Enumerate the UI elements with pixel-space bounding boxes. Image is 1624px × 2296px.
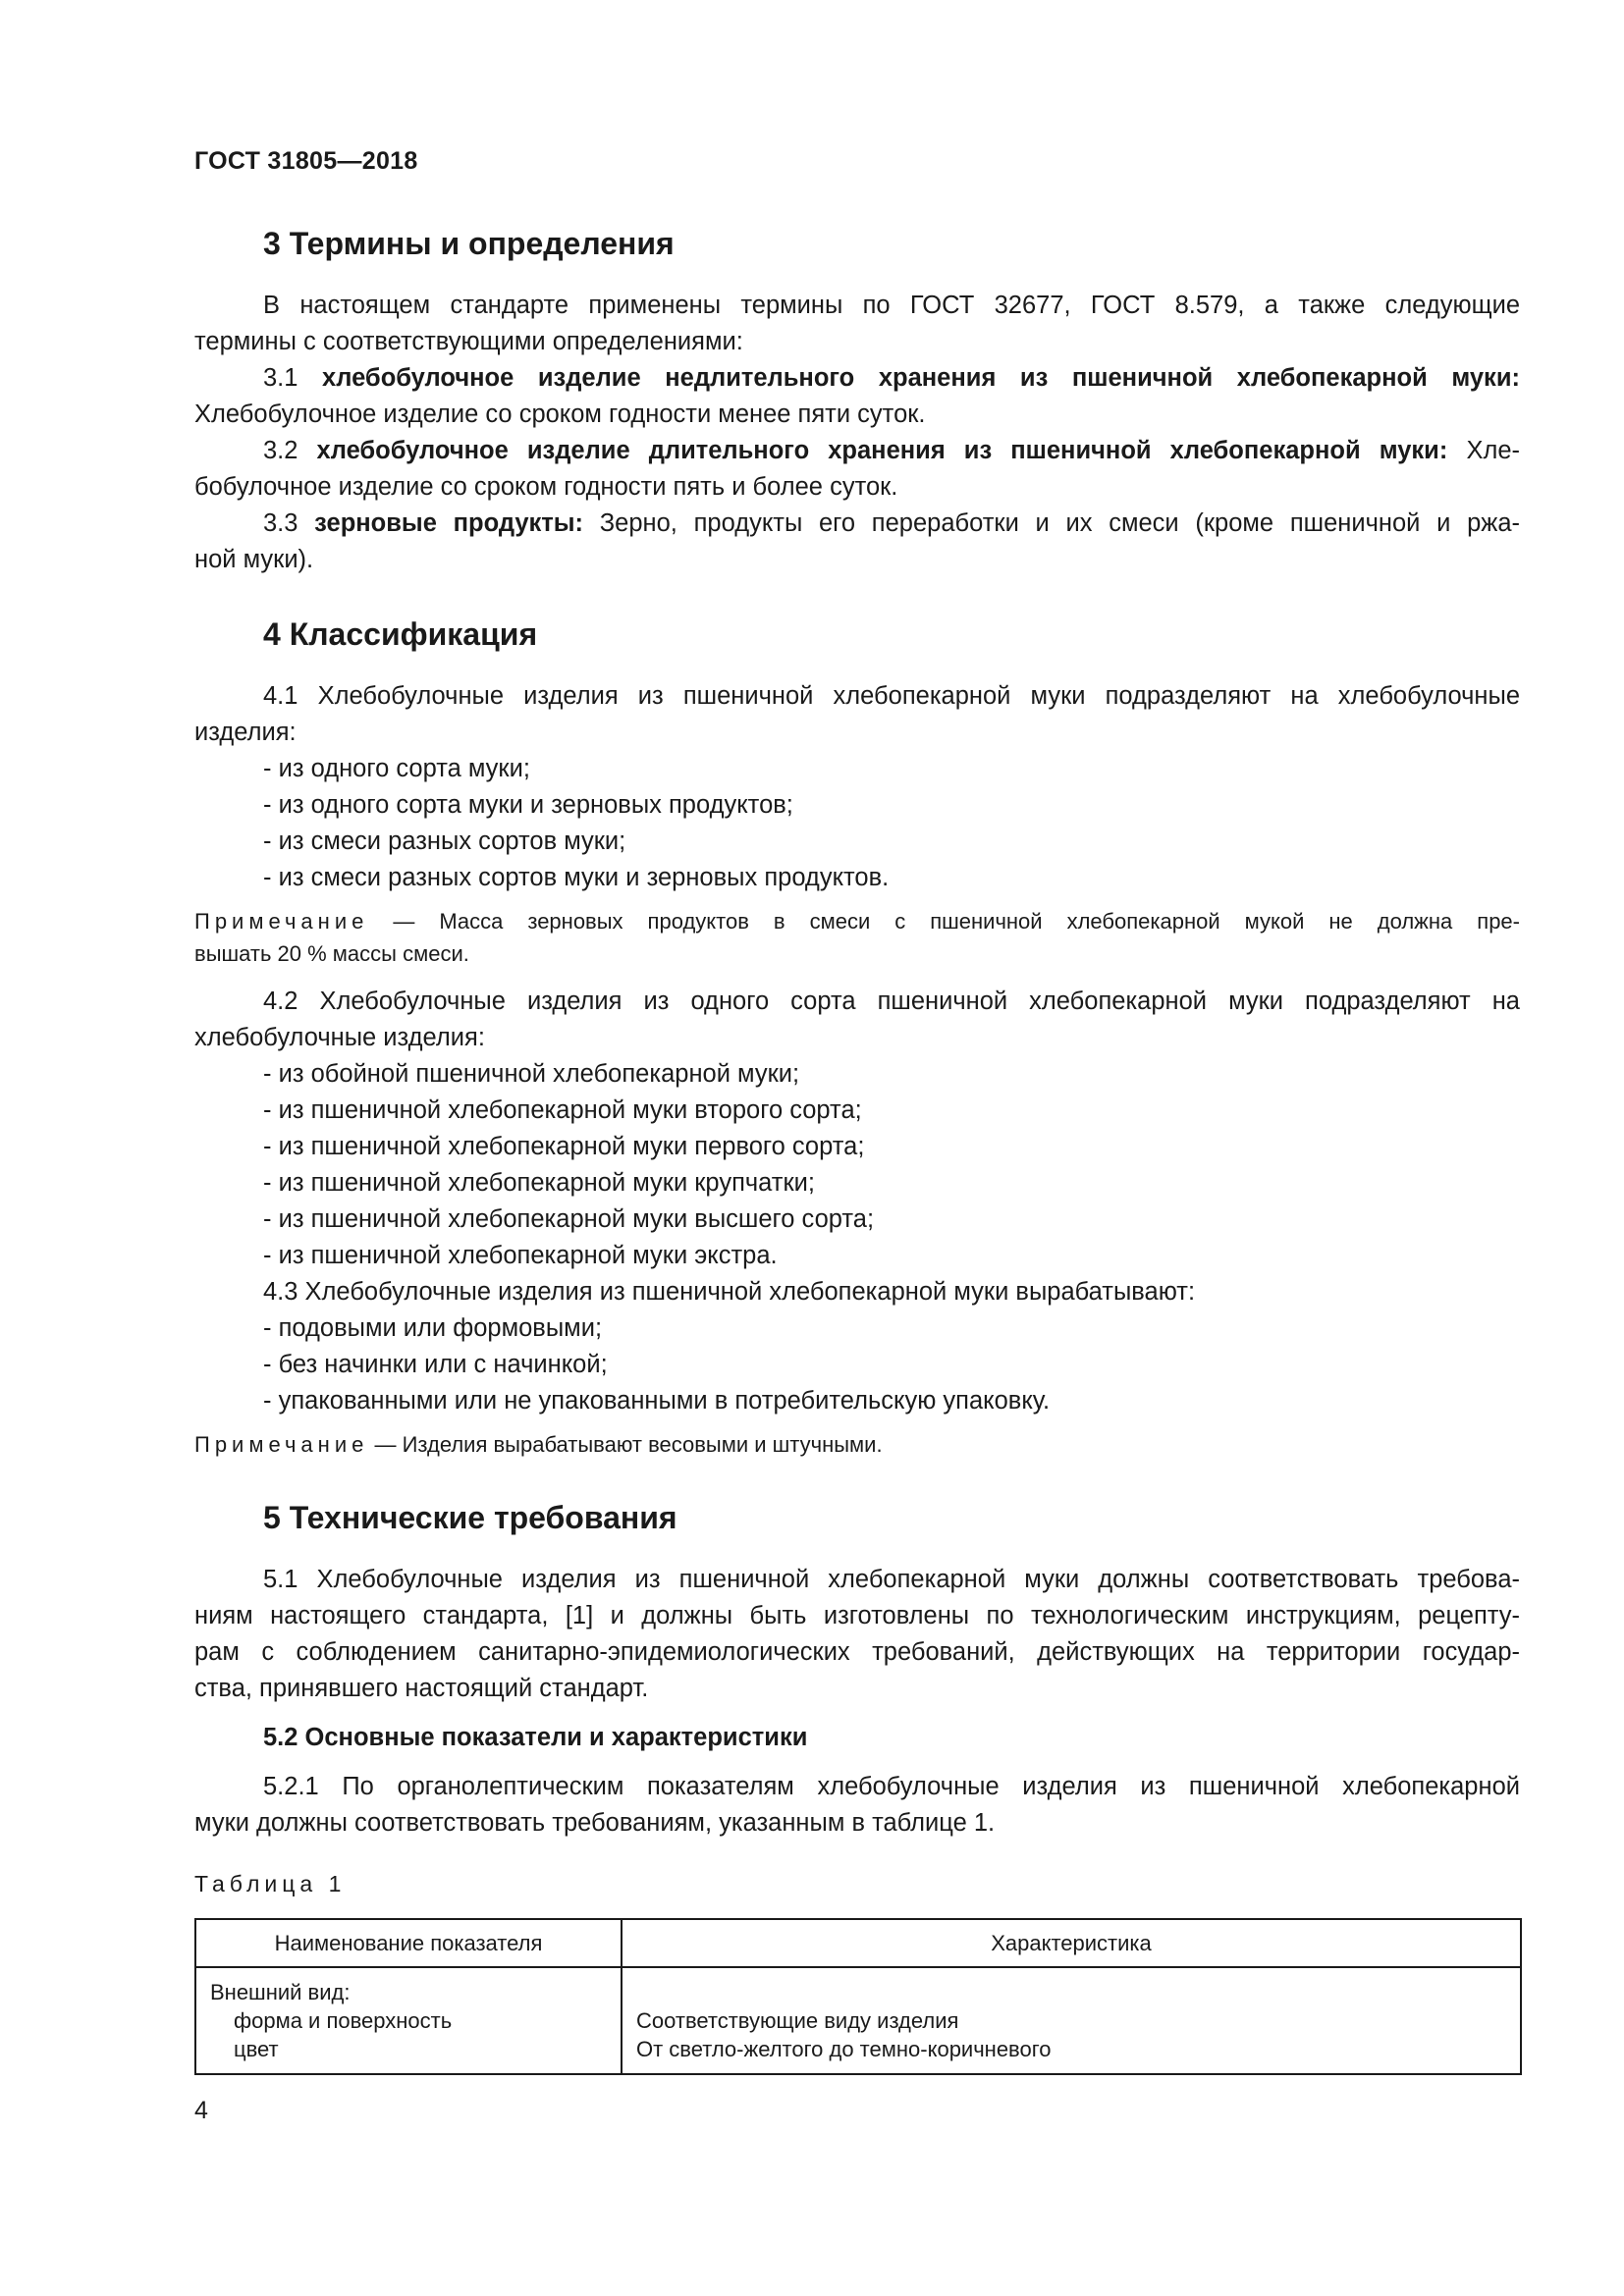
list-item: - из смеси разных сортов муки;	[263, 828, 626, 855]
page-number: 4	[194, 2097, 208, 2124]
column-header: Наименование показателя	[195, 1919, 622, 1967]
term-3-1-name: хлебобулочное изделие недлительного хранения из пшеничной хлебопекарной муки:	[322, 364, 1520, 392]
cell-line: От светло-желтого до темно-коричневого	[636, 2037, 1052, 2061]
table-cell	[195, 1967, 622, 2074]
note-2	[194, 1432, 1520, 1458]
term-3-3	[263, 509, 1520, 538]
term-3-3-name: зерновые продукты:	[314, 509, 584, 537]
list-item: - из одного сорта муки и зерновых продуктов;	[263, 791, 793, 819]
section-3-title: 3 Термины и определения	[263, 226, 675, 261]
term-3-2-number: 3.2	[263, 437, 298, 464]
subsection-5-2-title: 5.2 Основные показатели и характеристики	[263, 1724, 808, 1751]
note-1-text: — Масса зерновых продуктов в смеси с пшеничной хлебопекарной мукой не должна пре-	[368, 909, 1520, 934]
s5-p2-line2: муки должны соответствовать требованиям, указанным в таблице 1.	[194, 1809, 996, 1837]
s5-p2-line1: 5.2.1 По органолептическим показателям хлебобулочные изделия из пшеничной хлебопекарной	[263, 1773, 1520, 1800]
s4-p2-line1: 4.2 Хлебобулочные изделия из одного сорта пшеничной хлебопекарной муки подразделяют на	[263, 988, 1520, 1015]
s3-intro-line1: В настоящем стандарте применены термины по ГОСТ 32677, ГОСТ 8.579, а также следующие	[263, 292, 1520, 319]
cell-line: Соответствующие виду изделия	[636, 2008, 959, 2033]
s5-p1-line2: ниям настоящего стандарта, [1] и должны быть изготовлены по технологическим инструкциям, рецепту-	[194, 1602, 1520, 1629]
table-caption: Таблица 1	[194, 1871, 347, 1896]
s4-p2-line2: хлебобулочные изделия:	[194, 1024, 485, 1051]
cell-line: цвет	[234, 2037, 279, 2061]
section-4-title: 4 Классификация	[263, 616, 538, 652]
list-item: - из одного сорта муки;	[263, 755, 530, 782]
list-item: - из пшеничной хлебопекарной муки экстра.	[263, 1242, 778, 1269]
term-3-2-definition-start: Хле-	[1466, 437, 1520, 464]
list-item: - упакованными или не упакованными в потребительскую упаковку.	[263, 1387, 1051, 1415]
list-item: - из пшеничной хлебопекарной муки высшего сорта;	[263, 1205, 875, 1233]
list-item: - из пшеничной хлебопекарной муки крупчатки;	[263, 1169, 815, 1197]
table-row	[195, 1967, 1521, 2074]
s4-p1-line1: 4.1 Хлебобулочные изделия из пшеничной хлебопекарной муки подразделяют на хлебобулочные	[263, 682, 1520, 710]
term-3-1-number: 3.1	[263, 364, 298, 392]
table-1	[194, 1918, 1522, 2075]
term-3-3-definition-start: Зерно, продукты его переработки и их смеси (кроме пшеничной и ржа-	[599, 509, 1520, 537]
term-3-1-definition: Хлебобулочное изделие со сроком годности менее пяти суток.	[194, 400, 926, 428]
section-5-title: 5 Технические требования	[263, 1500, 677, 1535]
term-3-3-definition-end: ной муки).	[194, 546, 314, 573]
s4-p3: 4.3 Хлебобулочные изделия из пшеничной хлебопекарной муки вырабатывают:	[263, 1278, 1196, 1306]
s3-intro-line2: термины с соответствующими определениями:	[194, 328, 743, 355]
list-item: - без начинки или с начинкой;	[263, 1351, 608, 1378]
cell-line: Внешний вид:	[210, 1980, 351, 2004]
list-item: - из смеси разных сортов муки и зерновых продуктов.	[263, 864, 890, 891]
note-1-line2: вышать 20 % массы смеси.	[194, 941, 469, 966]
table-cell	[622, 1967, 1521, 2074]
note-2-text: — Изделия вырабатывают весовыми и штучными.	[368, 1432, 883, 1457]
list-item: - из обойной пшеничной хлебопекарной муки;	[263, 1060, 800, 1088]
document-code: ГОСТ 31805—2018	[194, 147, 418, 175]
table-header-row	[195, 1919, 1521, 1967]
cell-line: форма и поверхность	[234, 2008, 453, 2033]
s4-p1-line2: изделия:	[194, 719, 297, 746]
term-3-2	[263, 437, 1520, 465]
list-item: - подовыми или формовыми;	[263, 1314, 603, 1342]
note-label: Примечание	[194, 1432, 369, 1457]
term-3-1	[263, 364, 1520, 393]
list-item: - из пшеничной хлебопекарной муки первого сорта;	[263, 1133, 865, 1160]
s5-p1-line3: рам с соблюдением санитарно-эпидемиологических требований, действующих на территории государ-	[194, 1638, 1520, 1666]
note-1-line1	[194, 909, 1520, 934]
term-3-3-number: 3.3	[263, 509, 298, 537]
term-3-2-definition-end: бобулочное изделие со сроком годности пять и более суток.	[194, 473, 898, 501]
column-header: Характеристика	[622, 1919, 1521, 1967]
term-3-2-name: хлебобулочное изделие длительного хранения из пшеничной хлебопекарной муки:	[316, 437, 1448, 464]
s5-p1-line1: 5.1 Хлебобулочные изделия из пшеничной хлебопекарной муки должны соответствовать требова-	[263, 1566, 1520, 1593]
list-item: - из пшеничной хлебопекарной муки второго сорта;	[263, 1096, 862, 1124]
s5-p1-line4: ства, принявшего настоящий стандарт.	[194, 1675, 649, 1702]
note-label: Примечание	[194, 909, 369, 934]
